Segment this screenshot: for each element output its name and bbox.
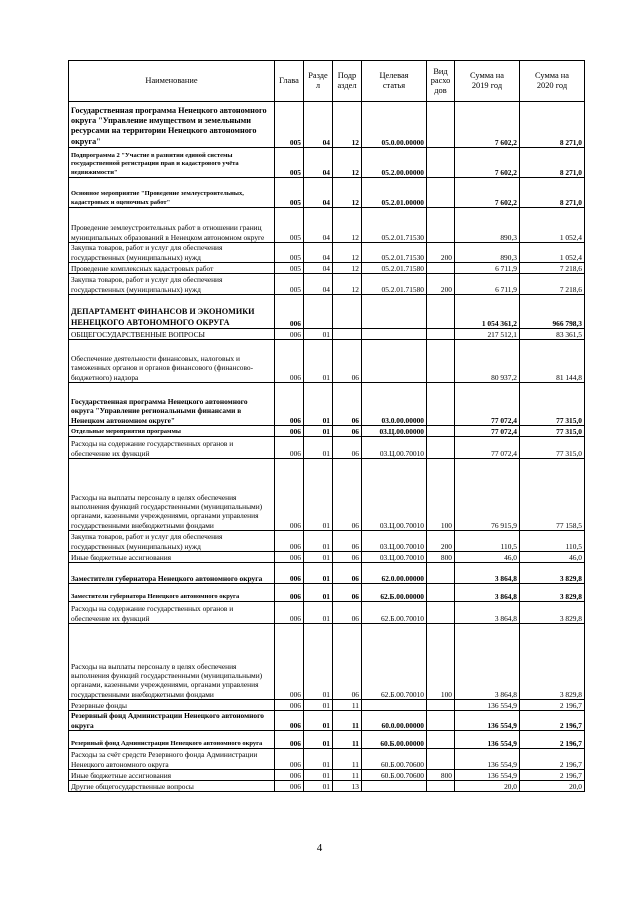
header-expense-type: Вид расхо дов [427,61,455,102]
row-target-article [362,340,427,383]
table-row [69,731,585,749]
row-target-article: 62.Б.00.70010 [362,624,427,700]
row-podrazdel [333,329,362,340]
row-glava: 006 [275,602,304,624]
row-name: Заместители губернатора Ненецкого автономного округа [69,584,275,602]
table-row [69,552,585,563]
row-sum-2020: 2 196,7 [520,711,585,731]
row-sum-2020: 3 829,8 [520,624,585,700]
row-glava: 006 [275,770,304,781]
row-glava: 006 [275,383,304,426]
row-glava: 005 [275,274,304,295]
row-glava: 006 [275,731,304,749]
row-glava: 006 [275,584,304,602]
row-glava: 006 [275,781,304,792]
row-razdel: 01 [304,602,333,624]
row-razdel: 04 [304,263,333,274]
row-sum-2020: 8 271,0 [520,148,585,178]
row-name: Закупка товаров, работ и услуг для обеспечения государственных (муниципальных) нужд [69,274,275,295]
table-row [69,263,585,274]
row-sum-2019: 46,0 [455,552,520,563]
row-podrazdel: 06 [333,383,362,426]
row-glava: 006 [275,295,304,329]
row-expense-type [427,749,455,770]
table-header-row [69,61,585,102]
row-name: Расходы на выплаты персоналу в целях обеспечения выполнения функций государственными (муниципальными) органами, казенными учреждениями, органами управления государственными внебюджетными фондами [69,624,275,700]
row-glava: 006 [275,563,304,584]
row-target-article [362,329,427,340]
row-razdel: 04 [304,274,333,295]
row-podrazdel: 11 [333,770,362,781]
row-target-article: 03.Ц.00.70010 [362,459,427,531]
table-row [69,208,585,243]
row-name: Основное мероприятие "Проведение землеустроительных, кадастровых и оценочных работ" [69,178,275,208]
row-name: Резервный фонд Администрации Ненецкого автономного округа [69,731,275,749]
row-name: Иные бюджетные ассигнования [69,770,275,781]
row-sum-2019: 136 554,9 [455,749,520,770]
row-podrazdel: 06 [333,624,362,700]
row-sum-2020: 2 196,7 [520,700,585,711]
row-sum-2020: 1 052,4 [520,208,585,243]
row-podrazdel: 12 [333,274,362,295]
row-sum-2020: 77 158,5 [520,459,585,531]
row-name: Расходы на содержание государственных органов и обеспечение их функций [69,602,275,624]
budget-table [68,60,585,792]
row-sum-2020: 81 144,8 [520,340,585,383]
row-target-article: 05.2.00.00000 [362,148,427,178]
row-podrazdel: 06 [333,602,362,624]
table-row [69,770,585,781]
row-name: Проведение землеустроительных работ в отношении границ муниципальных образований в Ненецком автономном округе [69,208,275,243]
table-row [69,340,585,383]
row-sum-2019: 77 072,4 [455,383,520,426]
row-razdel: 01 [304,711,333,731]
row-sum-2020: 20,0 [520,781,585,792]
row-target-article: 05.2.01.71580 [362,274,427,295]
row-glava: 006 [275,711,304,731]
row-glava: 005 [275,208,304,243]
row-target-article: 03.0.00.00000 [362,383,427,426]
table-row [69,274,585,295]
row-podrazdel: 12 [333,102,362,148]
row-name: Резервный фонд Администрации Ненецкого автономного округа [69,711,275,731]
row-razdel: 01 [304,749,333,770]
row-target-article: 03.Ц.00.70010 [362,437,427,459]
row-expense-type [427,437,455,459]
row-expense-type [427,563,455,584]
row-expense-type: 200 [427,243,455,263]
table-row [69,243,585,263]
row-sum-2019: 3 864,8 [455,584,520,602]
row-podrazdel: 12 [333,178,362,208]
row-sum-2020: 1 052,4 [520,243,585,263]
row-name: Заместители губернатора Ненецкого автономного округа [69,563,275,584]
row-sum-2019: 3 864,8 [455,563,520,584]
row-sum-2020: 8 271,0 [520,178,585,208]
row-sum-2020: 3 829,8 [520,602,585,624]
row-target-article: 60.Б.00.70600 [362,749,427,770]
row-name: Расходы на содержание государственных органов и обеспечение их функций [69,437,275,459]
row-razdel: 01 [304,329,333,340]
row-glava: 006 [275,700,304,711]
row-name: Проведение комплексных кадастровых работ [69,263,275,274]
row-sum-2020: 7 218,6 [520,263,585,274]
row-glava: 006 [275,531,304,552]
table-row [69,329,585,340]
row-razdel: 04 [304,148,333,178]
row-name: Другие общегосударственные вопросы [69,781,275,792]
row-glava: 005 [275,102,304,148]
header-podrazdel: Подр аздел [333,61,362,102]
header-sum-2019: Сумма на 2019 год [455,61,520,102]
row-glava: 005 [275,148,304,178]
table-row [69,178,585,208]
row-sum-2020: 3 829,8 [520,563,585,584]
table-row [69,102,585,148]
row-expense-type [427,263,455,274]
row-podrazdel: 06 [333,340,362,383]
header-target-article: Целевая статья [362,61,427,102]
row-razdel: 01 [304,781,333,792]
row-name: Обеспечение деятельности финансовых, налоговых и таможенных органов и органов финансового (финансово-бюджетного) надзора [69,340,275,383]
row-name: Резервные фонды [69,700,275,711]
row-glava: 005 [275,263,304,274]
table-row [69,781,585,792]
row-expense-type [427,731,455,749]
table-row [69,148,585,178]
table-row [69,437,585,459]
row-sum-2020: 966 798,3 [520,295,585,329]
row-razdel: 01 [304,531,333,552]
row-razdel: 04 [304,208,333,243]
row-podrazdel: 11 [333,749,362,770]
row-razdel: 01 [304,340,333,383]
row-target-article: 05.0.00.00000 [362,102,427,148]
row-podrazdel: 12 [333,148,362,178]
row-podrazdel: 13 [333,781,362,792]
row-expense-type [427,700,455,711]
row-expense-type [427,102,455,148]
row-glava: 006 [275,329,304,340]
row-sum-2019: 136 554,9 [455,700,520,711]
row-glava: 006 [275,552,304,563]
row-expense-type [427,295,455,329]
row-expense-type [427,781,455,792]
row-expense-type: 200 [427,274,455,295]
table-row [69,584,585,602]
table-row [69,700,585,711]
header-sum-2020: Сумма на 2020 год [520,61,585,102]
row-name: ДЕПАРТАМЕНТ ФИНАНСОВ И ЭКОНОМИКИ НЕНЕЦКОГО АВТОНОМНОГО ОКРУГА [69,295,275,329]
row-razdel [304,295,333,329]
row-sum-2019: 3 864,8 [455,624,520,700]
row-target-article [362,295,427,329]
table-row [69,624,585,700]
row-name: Расходы за счёт средств Резервного фонда Администрации Ненецкого автономного округа [69,749,275,770]
row-name: Государственная программа Ненецкого автономного округа "Управление региональными финансами в Ненецком автономном округе" [69,383,275,426]
row-podrazdel: 12 [333,208,362,243]
row-target-article: 62.Б.00.70010 [362,602,427,624]
row-sum-2019: 7 602,2 [455,148,520,178]
row-expense-type [427,711,455,731]
row-sum-2019: 3 864,8 [455,602,520,624]
row-podrazdel: 06 [333,584,362,602]
row-sum-2020: 2 196,7 [520,731,585,749]
table-row [69,383,585,426]
row-name: Закупка товаров, работ и услуг для обеспечения государственных (муниципальных) нужд [69,531,275,552]
row-target-article: 60.Б.00.00000 [362,731,427,749]
row-expense-type [427,383,455,426]
row-target-article: 62.0.00.00000 [362,563,427,584]
row-name: Государственная программа Ненецкого автономного округа "Управление имуществом и земельными ресурсами на территории Ненецкого автономного округа" [69,102,275,148]
row-name: Расходы на выплаты персоналу в целях обеспечения выполнения функций государственными (муниципальными) органами, казенными учреждениями, органами управления государственными внебюджетными фондами [69,459,275,531]
row-sum-2020: 83 361,5 [520,329,585,340]
row-podrazdel: 06 [333,437,362,459]
row-podrazdel [333,295,362,329]
row-glava: 005 [275,243,304,263]
row-podrazdel: 12 [333,263,362,274]
row-razdel: 01 [304,459,333,531]
row-expense-type [427,602,455,624]
row-sum-2019: 217 512,1 [455,329,520,340]
table-row [69,563,585,584]
row-razdel: 01 [304,552,333,563]
row-sum-2019: 80 937,2 [455,340,520,383]
row-expense-type: 800 [427,552,455,563]
row-razdel: 01 [304,426,333,437]
row-sum-2020: 77 315,0 [520,437,585,459]
row-expense-type [427,178,455,208]
row-podrazdel: 12 [333,243,362,263]
table-row [69,749,585,770]
table-row [69,295,585,329]
row-sum-2019: 77 072,4 [455,426,520,437]
row-expense-type: 800 [427,770,455,781]
row-target-article [362,700,427,711]
row-sum-2019: 7 602,2 [455,178,520,208]
row-name: Подпрограмма 2 "Участие в развитии единой системы государственной регистрации прав и кадастрового учёта недвижимости" [69,148,275,178]
row-target-article: 05.2.01.71530 [362,243,427,263]
row-razdel: 04 [304,243,333,263]
row-sum-2019: 110,5 [455,531,520,552]
row-target-article: 05.2.01.71530 [362,208,427,243]
row-sum-2019: 7 602,2 [455,102,520,148]
table-row [69,711,585,731]
row-sum-2019: 1 054 361,2 [455,295,520,329]
row-sum-2020: 46,0 [520,552,585,563]
row-sum-2020: 110,5 [520,531,585,552]
row-sum-2020: 3 829,8 [520,584,585,602]
page-number: 4 [316,842,323,854]
row-target-article: 62.Б.00.00000 [362,584,427,602]
row-expense-type [427,148,455,178]
row-target-article: 03.Ц.00.70010 [362,531,427,552]
row-expense-type [427,329,455,340]
row-sum-2020: 2 196,7 [520,749,585,770]
row-podrazdel: 06 [333,531,362,552]
row-target-article: 60.Б.00.70600 [362,770,427,781]
row-sum-2019: 136 554,9 [455,770,520,781]
row-glava: 006 [275,749,304,770]
row-target-article: 03.Ц.00.70010 [362,552,427,563]
table-row [69,531,585,552]
row-sum-2020: 77 315,0 [520,383,585,426]
row-expense-type [427,340,455,383]
row-expense-type: 200 [427,531,455,552]
row-target-article: 60.0.00.00000 [362,711,427,731]
row-sum-2020: 77 315,0 [520,426,585,437]
row-razdel: 01 [304,383,333,426]
row-glava: 006 [275,624,304,700]
table-row [69,459,585,531]
row-expense-type: 100 [427,459,455,531]
row-podrazdel: 06 [333,426,362,437]
row-podrazdel: 11 [333,731,362,749]
row-sum-2020: 2 196,7 [520,770,585,781]
row-expense-type [427,584,455,602]
row-target-article: 03.Ц.00.00000 [362,426,427,437]
row-podrazdel: 06 [333,552,362,563]
row-expense-type [427,208,455,243]
row-name: Закупка товаров, работ и услуг для обеспечения государственных (муниципальных) нужд [69,243,275,263]
row-target-article [362,781,427,792]
table-row [69,426,585,437]
row-sum-2019: 6 711,9 [455,263,520,274]
row-name: Иные бюджетные ассигнования [69,552,275,563]
row-target-article: 05.2.01.71580 [362,263,427,274]
header-name: Наименование [69,61,275,102]
row-sum-2019: 76 915,9 [455,459,520,531]
row-podrazdel: 06 [333,563,362,584]
row-expense-type: 100 [427,624,455,700]
table-row [69,602,585,624]
row-glava: 006 [275,437,304,459]
row-razdel: 01 [304,584,333,602]
row-podrazdel: 06 [333,459,362,531]
row-sum-2019: 136 554,9 [455,711,520,731]
row-sum-2020: 8 271,0 [520,102,585,148]
row-razdel: 01 [304,700,333,711]
row-sum-2019: 6 711,9 [455,274,520,295]
row-podrazdel: 11 [333,711,362,731]
row-sum-2020: 7 218,6 [520,274,585,295]
row-target-article: 05.2.01.00000 [362,178,427,208]
row-sum-2019: 890,3 [455,208,520,243]
row-name: Отдельные мероприятия программы [69,426,275,437]
row-sum-2019: 77 072,4 [455,437,520,459]
row-glava: 006 [275,426,304,437]
header-razdel: Разде л [304,61,333,102]
row-glava: 005 [275,178,304,208]
row-razdel: 01 [304,563,333,584]
row-glava: 006 [275,340,304,383]
row-razdel: 01 [304,770,333,781]
row-razdel: 04 [304,178,333,208]
header-glava: Глава [275,61,304,102]
row-razdel: 01 [304,731,333,749]
row-razdel: 01 [304,624,333,700]
row-sum-2019: 890,3 [455,243,520,263]
row-podrazdel: 11 [333,700,362,711]
row-glava: 006 [275,459,304,531]
row-razdel: 01 [304,437,333,459]
row-sum-2019: 136 554,9 [455,731,520,749]
row-name: ОБЩЕГОСУДАРСТВЕННЫЕ ВОПРОСЫ [69,329,275,340]
row-sum-2019: 20,0 [455,781,520,792]
row-expense-type [427,426,455,437]
row-razdel: 04 [304,102,333,148]
